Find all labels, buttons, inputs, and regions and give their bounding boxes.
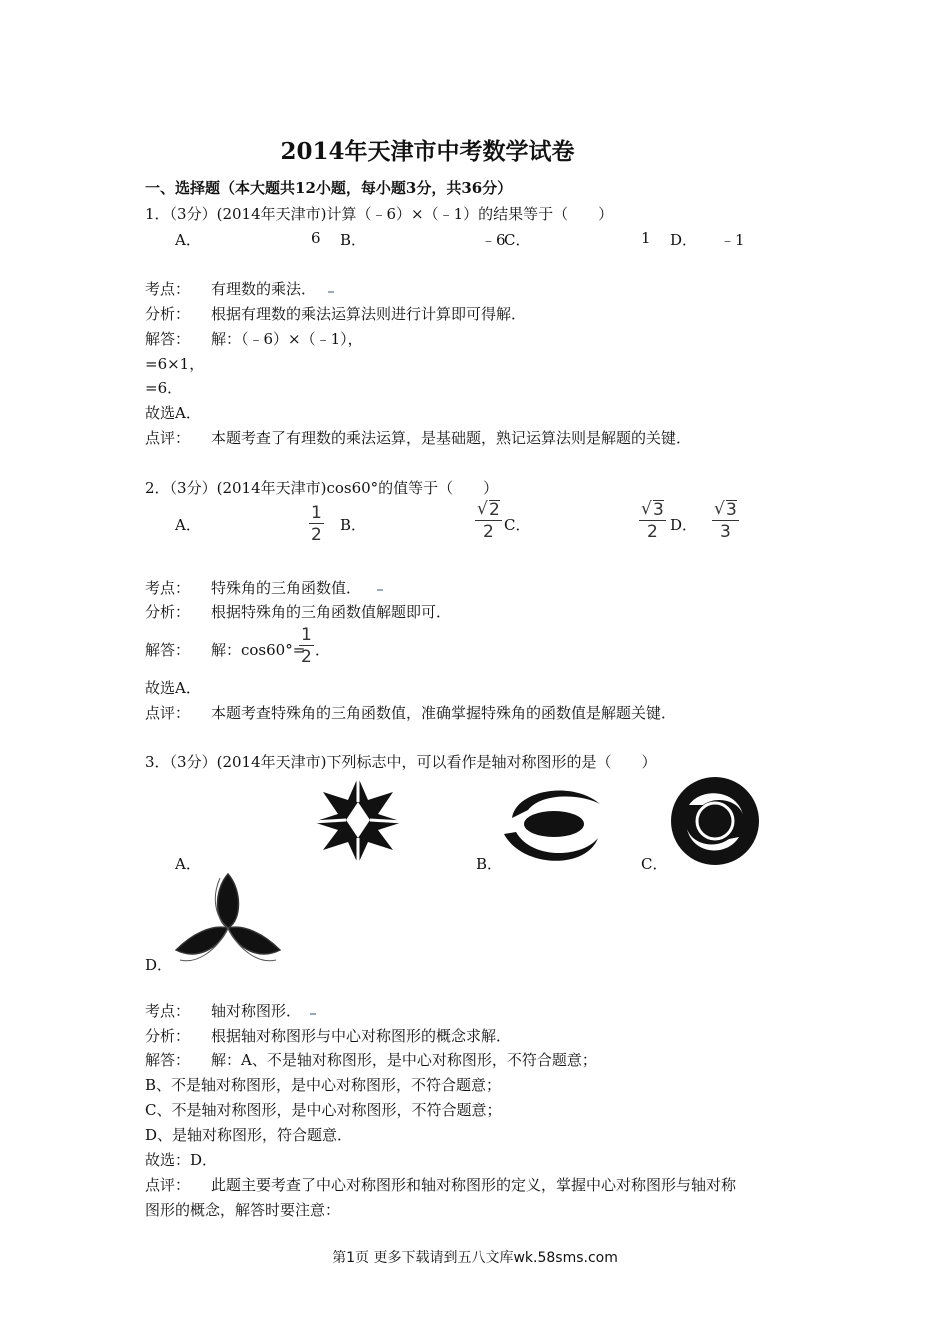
fraction-denominator: 2 [301, 647, 312, 667]
q2-option-a-fraction [309, 503, 324, 546]
fraction-numerator [475, 500, 502, 521]
fenxi-label: 分析： [145, 1027, 191, 1045]
logo-a-star-icon [308, 772, 408, 868]
q1-dianping-row [145, 427, 691, 448]
fraction-denominator: 2 [647, 522, 658, 542]
q2-jieda: 解：cos60°= [211, 641, 306, 659]
fraction-numerator: 1 [301, 625, 312, 645]
q1-option-d-value: ﹣1 [720, 231, 745, 249]
q3-line-b: B、不是轴对称图形，是中心对称图形，不符合题意； [145, 1076, 502, 1094]
fraction-numerator: 1 [311, 503, 322, 523]
q1-jieda-row [145, 328, 363, 349]
q2-option-a-label: A． [175, 516, 201, 534]
q1-option-a-value: 6 [311, 229, 321, 247]
q3-kaodian-row [145, 1000, 301, 1021]
q3-line-c: C、不是轴对称图形，是中心对称图形，不符合题意； [145, 1101, 502, 1119]
q2-dianping: 本题考查特殊角的三角函数值，准确掌握特殊角的函数值是解题关键． [211, 704, 677, 722]
dianping-label: 点评： [145, 704, 191, 722]
q1-stem: 1．（3分）(2014年天津市)计算（﹣6）×（﹣1）的结果等于（ ） [145, 205, 614, 223]
q3-fenxi: 根据轴对称图形与中心对称图形的概念求解． [211, 1027, 512, 1045]
section-heading: 一、选择题（本大题共12小题，每小题3分，共36分） [145, 179, 513, 197]
q3-dianping-line2: 图形的概念，解答时要注意： [145, 1201, 341, 1219]
q2-kaodian-row [145, 577, 361, 598]
fraction-denominator: 2 [483, 522, 494, 542]
q3-option-c-label: C． [641, 855, 668, 873]
q2-dianping-row [145, 702, 676, 723]
q1-step1: =6×1， [145, 355, 205, 373]
sqrt-symbol [477, 500, 500, 520]
q1-kaodian-row [145, 278, 316, 299]
q3-answer: 故选：D． [145, 1151, 218, 1169]
page-title: 2014年天津市中考数学试卷 [280, 138, 575, 165]
q3-option-b-label: B． [476, 855, 503, 873]
sqrt-symbol [641, 500, 664, 520]
marker-dash [328, 291, 334, 293]
q1-option-d-label: D． [670, 231, 698, 249]
fenxi-label: 分析： [145, 603, 191, 621]
q1-fenxi: 根据有理数的乘法运算法则进行计算即可得解． [211, 305, 527, 323]
fenxi-label: 分析： [145, 305, 191, 323]
q1-option-b-label: B． [340, 231, 367, 249]
kaodian-label: 考点： [145, 579, 191, 597]
kaodian-label: 考点： [145, 1002, 191, 1020]
dianping-label: 点评： [145, 1176, 191, 1194]
radicand: 2 [489, 500, 500, 520]
radicand: 3 [726, 500, 737, 520]
q1-fenxi-row [145, 303, 526, 324]
marker-dash [310, 1013, 316, 1015]
page-footer: 第1页 更多下载请到五八文库wk.58sms.com [332, 1250, 618, 1266]
logo-b-ellipse-icon [502, 780, 604, 866]
marker-dash [377, 589, 383, 591]
q2-fenxi: 根据特殊角的三角函数值解题即可． [211, 603, 452, 621]
q1-option-a-label: A． [175, 231, 201, 249]
q2-jieda-fraction [299, 625, 314, 668]
q2-option-b-fraction [475, 500, 502, 543]
q1-jieda: 解：（﹣6）×（﹣1）， [211, 330, 363, 348]
jieda-label: 解答： [145, 641, 191, 659]
q1-option-c-value: 1 [641, 229, 651, 247]
q3-kaodian: 轴对称图形． [211, 1002, 302, 1020]
fraction-numerator [712, 500, 739, 521]
logo-d-petal-icon [172, 870, 284, 968]
jieda-label: 解答： [145, 1051, 191, 1069]
q3-dianping-row [145, 1174, 736, 1195]
q2-kaodian: 特殊角的三角函数值． [211, 579, 362, 597]
q1-dianping: 本题考查了有理数的乘法运算，是基础题，熟记运算法则是解题的关键． [211, 429, 692, 447]
radicand: 3 [653, 500, 664, 520]
q1-answer: 故选A． [145, 404, 201, 422]
q2-fenxi-row [145, 601, 451, 622]
q2-option-b-label: B． [340, 516, 367, 534]
q3-jieda: 解：A、不是轴对称图形，是中心对称图形，不符合题意； [211, 1051, 597, 1069]
jieda-label: 解答： [145, 330, 191, 348]
q3-line-d: D、是轴对称图形，符合题意． [145, 1126, 353, 1144]
logo-c-ring-icon [667, 775, 763, 867]
q2-stem: 2．（3分）(2014年天津市)cos60°的值等于（ ） [145, 479, 499, 497]
q2-option-c-fraction [639, 500, 666, 543]
q2-jieda-row [145, 639, 305, 660]
dianping-label: 点评： [145, 429, 191, 447]
q1-option-c-label: C． [504, 231, 531, 249]
fraction-denominator: 3 [720, 522, 731, 542]
q3-fenxi-row [145, 1025, 511, 1046]
q2-option-d-label: D． [670, 516, 698, 534]
q1-step2: =6． [145, 379, 183, 397]
q2-option-c-label: C． [504, 516, 531, 534]
q2-answer: 故选A． [145, 679, 201, 697]
fraction-denominator: 2 [311, 525, 322, 545]
q2-jieda-end: ． [315, 641, 331, 659]
q3-stem: 3．（3分）(2014年天津市)下列标志中，可以看作是轴对称图形的是（ ） [145, 753, 657, 771]
fraction-numerator [639, 500, 666, 521]
kaodian-label: 考点： [145, 280, 191, 298]
q1-kaodian: 有理数的乘法． [211, 280, 317, 298]
q3-jieda-row [145, 1049, 597, 1070]
q3-dianping-line1: 此题主要考查了中心对称图形和轴对称图形的定义，掌握中心对称图形与轴对称 [211, 1176, 737, 1194]
q2-option-d-fraction [712, 500, 739, 543]
q1-option-b-value: ﹣6 [481, 231, 506, 249]
q3-option-d-label: D． [145, 956, 173, 974]
q3-option-a-label: A． [175, 855, 201, 873]
sqrt-symbol [714, 500, 737, 520]
